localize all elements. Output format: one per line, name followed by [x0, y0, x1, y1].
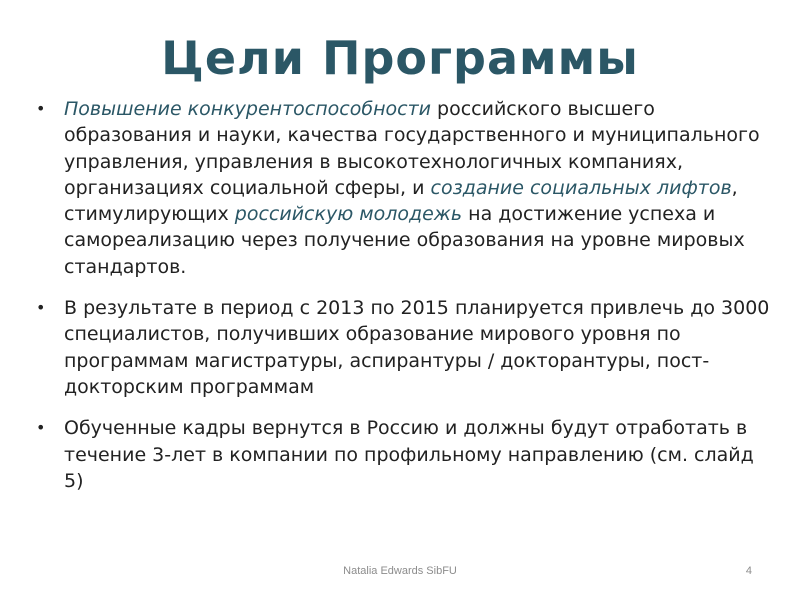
bullet-list: [36, 96, 776, 494]
bullet-item-1: [36, 96, 776, 280]
bullet-1-segment-1: Повышение конкурентоспособности: [64, 98, 431, 120]
bullet-1-segment-6: на достижение успеха и самореализацию через получение образования на уровне мировых стандартов.: [64, 203, 745, 278]
bullet-icon: •: [36, 298, 46, 318]
bullet-1-segment-5: российскую молодежь: [234, 203, 463, 226]
bullet-1-segment-3: создание социальных лифтов: [430, 176, 732, 199]
bullet-item-3: [36, 415, 776, 494]
bullet-icon: •: [36, 99, 46, 118]
slide-number: 4: [745, 565, 752, 577]
bullet-1-segment-4: , стимулирующих: [64, 176, 738, 226]
bullet-3-text: Обученные кадры вернутся в Россию и должны будут отработать в течение 3-лет в компании по профильному направлению (см. слайд 5): [64, 417, 754, 492]
slide-title: Цели Программы: [161, 31, 639, 85]
bullet-1-segment-2: российского высшего образования и науки, качества государственного и муниципального управления, управления в высокотехнологичных компаниях, организациях социальной сферы, и: [64, 98, 760, 199]
bullet-item-2: [36, 295, 776, 400]
bullet-icon: •: [36, 418, 46, 438]
bullet-2-text: В результате в период с 2013 по 2015 планируется привлечь до 3000 специалистов, получивших образование мирового уровня по программам магистратуры, аспирантуры / докторантуры, пост-докторским программам: [64, 297, 770, 398]
footer-author: Natalia Edwards SibFU: [343, 565, 457, 577]
